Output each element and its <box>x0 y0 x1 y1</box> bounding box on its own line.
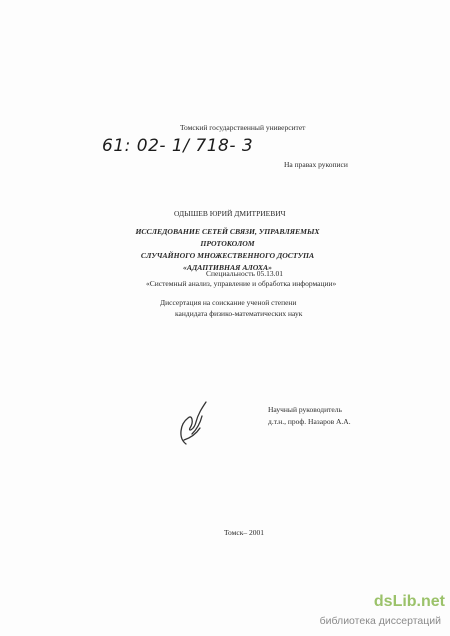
specialty-name: «Системный анализ, управление и обработка информации» <box>146 279 337 288</box>
title-line: ИССЛЕДОВАНИЕ СЕТЕЙ СВЯЗИ, УПРАВЛЯЕМЫХ ПРОТОКОЛОМ <box>135 227 320 248</box>
author-name: ОДЫШЕВ ЮРИЙ ДМИТРИЕВИЧ <box>174 209 286 218</box>
title-line: СЛУЧАЙНОГО МНОЖЕСТВЕННОГО ДОСТУПА <box>140 251 315 260</box>
dissertation-title <box>110 226 345 274</box>
place-year: Томск– 2001 <box>224 528 264 537</box>
signature-icon <box>172 394 212 454</box>
specialty-code: Специальность 05.13.01 <box>206 269 284 278</box>
degree-name: кандидата физико-математических наук <box>175 309 303 318</box>
advisor-label: Научный руководитель <box>268 405 342 414</box>
advisor-name: д.т.н., проф. Назаров А.А. <box>268 417 351 426</box>
logo-subtitle: библиотека диссертаций <box>319 615 441 627</box>
title-line: «АДАПТИВНАЯ АЛОХА» <box>182 263 273 272</box>
logo-brand: dsLib.net <box>373 593 445 610</box>
dissertation-type: Диссертация на соискание ученой степени <box>160 298 297 307</box>
handwritten-shelfmark: 61: 02- 1/ 718- 3 <box>102 136 254 156</box>
university-name: Томский государственный университет <box>180 123 306 132</box>
rights-notice: На правах рукописи <box>284 160 348 169</box>
